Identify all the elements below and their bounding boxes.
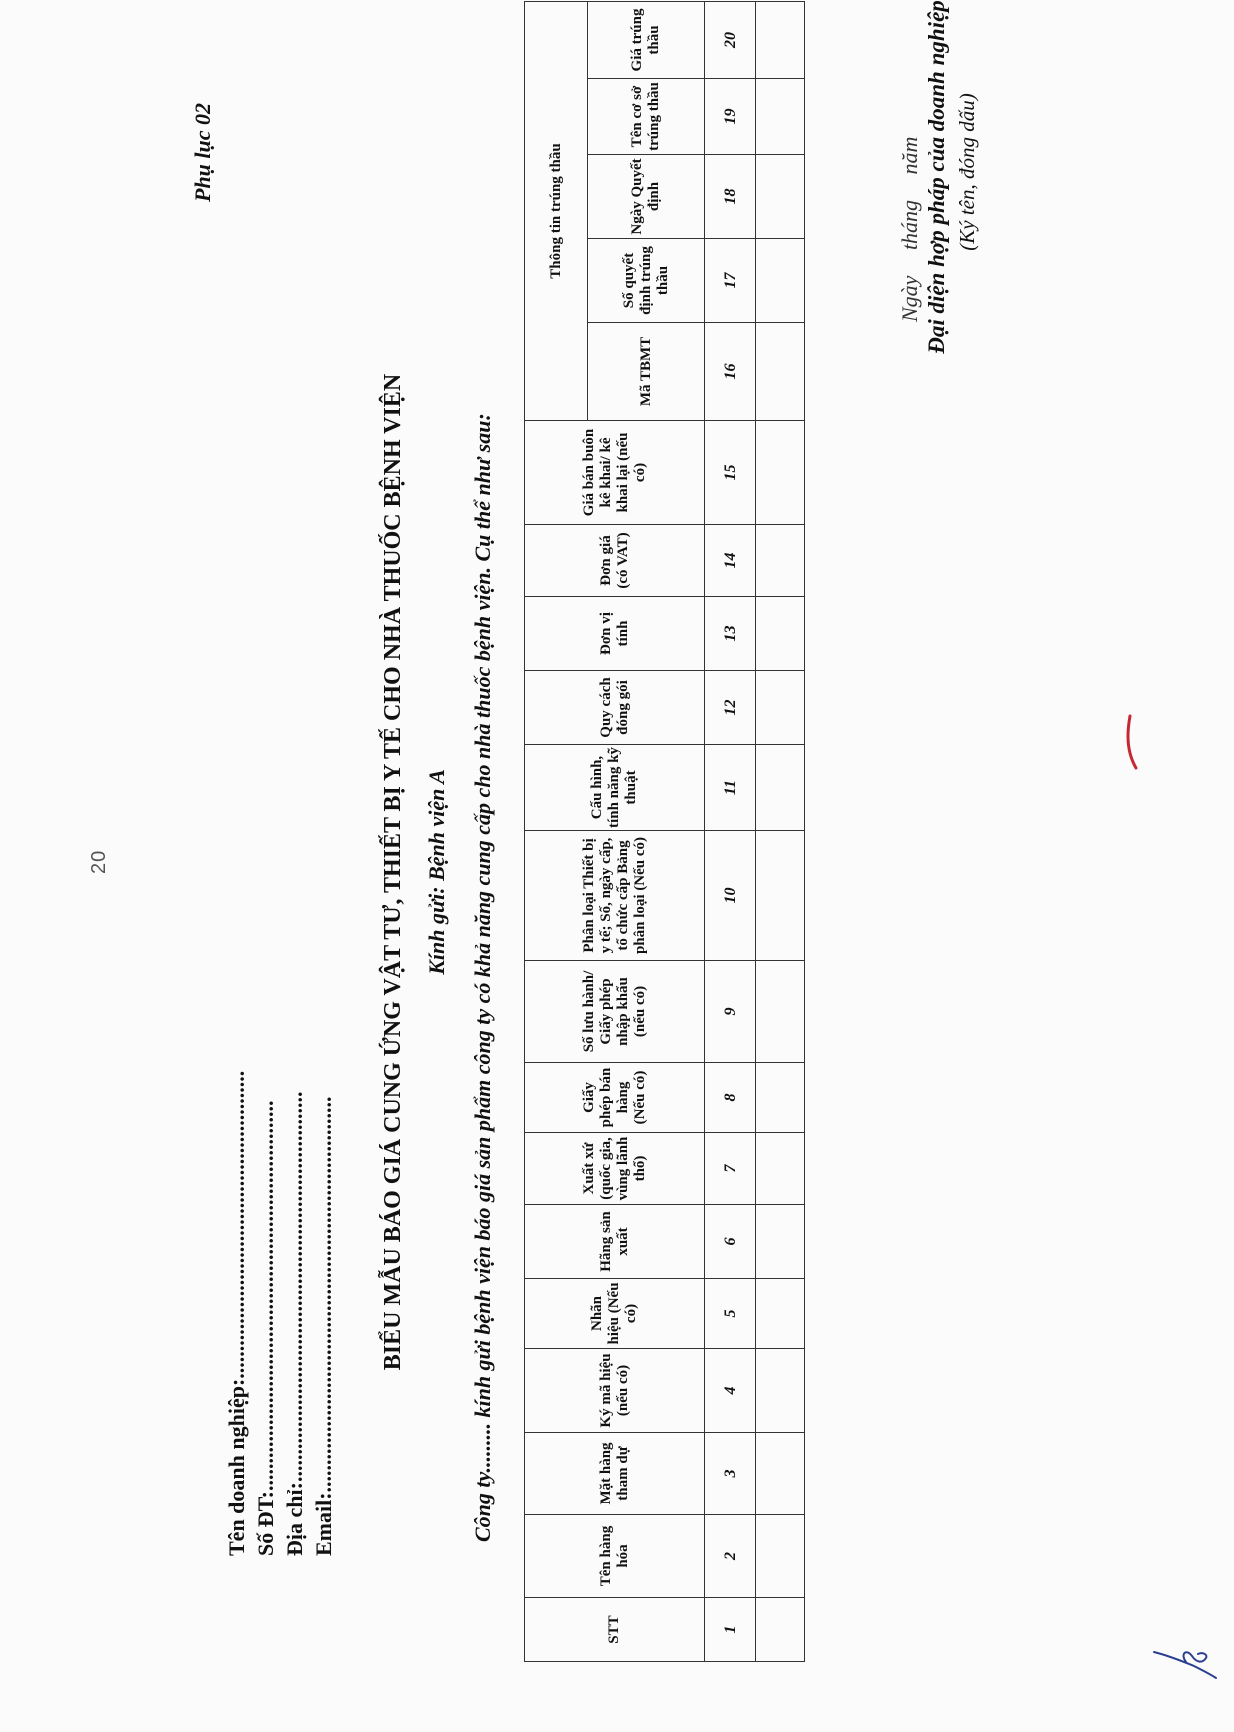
header-award-decision-number: Số quyết định trúng thầu [588,239,705,323]
column-number: 17 [705,239,756,323]
signature-note: (Ký tên, đóng dấu) [955,93,979,251]
column-number: 16 [705,323,756,421]
column-number: 4 [705,1349,756,1433]
header-sales-license: Giấy phép bán hàng (Nếu có) [525,1063,705,1133]
empty-cell [756,1063,805,1133]
intro-paragraph: Công ty......... kính gửi bệnh viện báo giá sản phẩm công ty có khả năng cung cấp cho nhà thuốc bệnh viện. Cụ thể như sau: [470,413,495,1542]
column-number: 18 [705,155,756,239]
empty-cell [756,671,805,745]
empty-cell [756,421,805,525]
recipient-line: Kính gửi: Bệnh viện A [424,769,449,975]
column-number: 10 [705,831,756,961]
empty-cell [756,525,805,597]
header-configuration: Cấu hình, tính năng kỹ thuật [525,745,705,831]
header-decision-date: Ngày Quyết định [588,155,705,239]
header-bid-info-group: Thông tin trúng thầu [525,2,588,421]
company-info-block [222,1071,338,1556]
empty-cell [756,831,805,961]
handwritten-scribble [1150,1582,1220,1692]
column-number: 9 [705,961,756,1063]
empty-cell [756,1515,805,1598]
column-number: 14 [705,525,756,597]
header-brand: Nhãn hiệu (Nếu có) [525,1279,705,1349]
empty-cell [756,1598,805,1662]
date-line: Ngày tháng năm [897,136,922,322]
empty-cell [756,239,805,323]
empty-cell [756,1205,805,1279]
header-winning-price: Giá trúng thầu [588,2,705,79]
header-manufacturer: Hãng sản xuất [525,1205,705,1279]
empty-cell [756,1279,805,1349]
header-packaging: Quy cách đóng gói [525,671,705,745]
column-number: 19 [705,79,756,155]
empty-cell [756,1349,805,1433]
company-phone-field: Số ĐT:....................................................................... [253,1100,278,1556]
empty-cell [756,155,805,239]
column-number: 6 [705,1205,756,1279]
column-number: 1 [705,1598,756,1662]
column-number: 11 [705,745,756,831]
page-number: 20 [88,849,110,874]
header-winning-entity: Tên cơ sở trúng thầu [588,79,705,155]
header-wholesale-price: Giá bán buôn kê khai/ kê khai lại (nếu có) [525,421,705,525]
header-circulation-number: Số lưu hành/ Giấy phép nhập khẩu (nếu có) [525,961,705,1063]
header-origin: Xuất xứ (quốc gia, vùng lãnh thổ) [525,1133,705,1205]
empty-cell [756,961,805,1063]
header-product-name: Tên hàng hóa [525,1515,705,1598]
column-number: 20 [705,2,756,79]
column-number: 2 [705,1515,756,1598]
company-name-field: Tên doanh nghiệp:........................................................ [224,1070,249,1556]
column-number: 12 [705,671,756,745]
header-bid-item: Mặt hàng tham dự [525,1433,705,1515]
column-number: 15 [705,421,756,525]
empty-cell [756,1133,805,1205]
column-number: 8 [705,1063,756,1133]
column-number-row [705,2,756,1662]
company-address-field: Địa chỉ:....................................................................... [282,1091,307,1556]
column-number: 13 [705,597,756,671]
column-number: 3 [705,1433,756,1515]
empty-cell [756,323,805,421]
header-tender-code: Mã TBMT [588,323,705,421]
header-model-code: Ký mã hiệu (nếu có) [525,1349,705,1433]
empty-cell [756,79,805,155]
quotation-table [524,1,805,1662]
representative-label: Đại diện hợp pháp của doanh nghiệp [924,0,949,354]
header-unit: Đơn vị tính [525,597,705,671]
red-ink-mark [1118,712,1148,772]
empty-entry-row [756,2,805,1662]
company-email-field: Email:........................................................................ [311,1096,336,1556]
header-device-classification: Phân loại Thiết bị y tế; Số, ngày cấp, tổ chức cấp Bảng phân loại (Nếu có) [525,831,705,961]
document-title: BIỂU MẪU BÁO GIÁ CUNG ỨNG VẬT TƯ, THIẾT BỊ Y TẾ CHO NHÀ THUỐC BỆNH VIỆN [380,373,406,1371]
header-stt: STT [525,1598,705,1662]
appendix-label: Phụ lục 02 [190,102,215,202]
header-unit-price: Đơn giá (có VAT) [525,525,705,597]
empty-cell [756,597,805,671]
column-number: 5 [705,1279,756,1349]
column-number: 7 [705,1133,756,1205]
empty-cell [756,1433,805,1515]
empty-cell [756,2,805,79]
empty-cell [756,745,805,831]
